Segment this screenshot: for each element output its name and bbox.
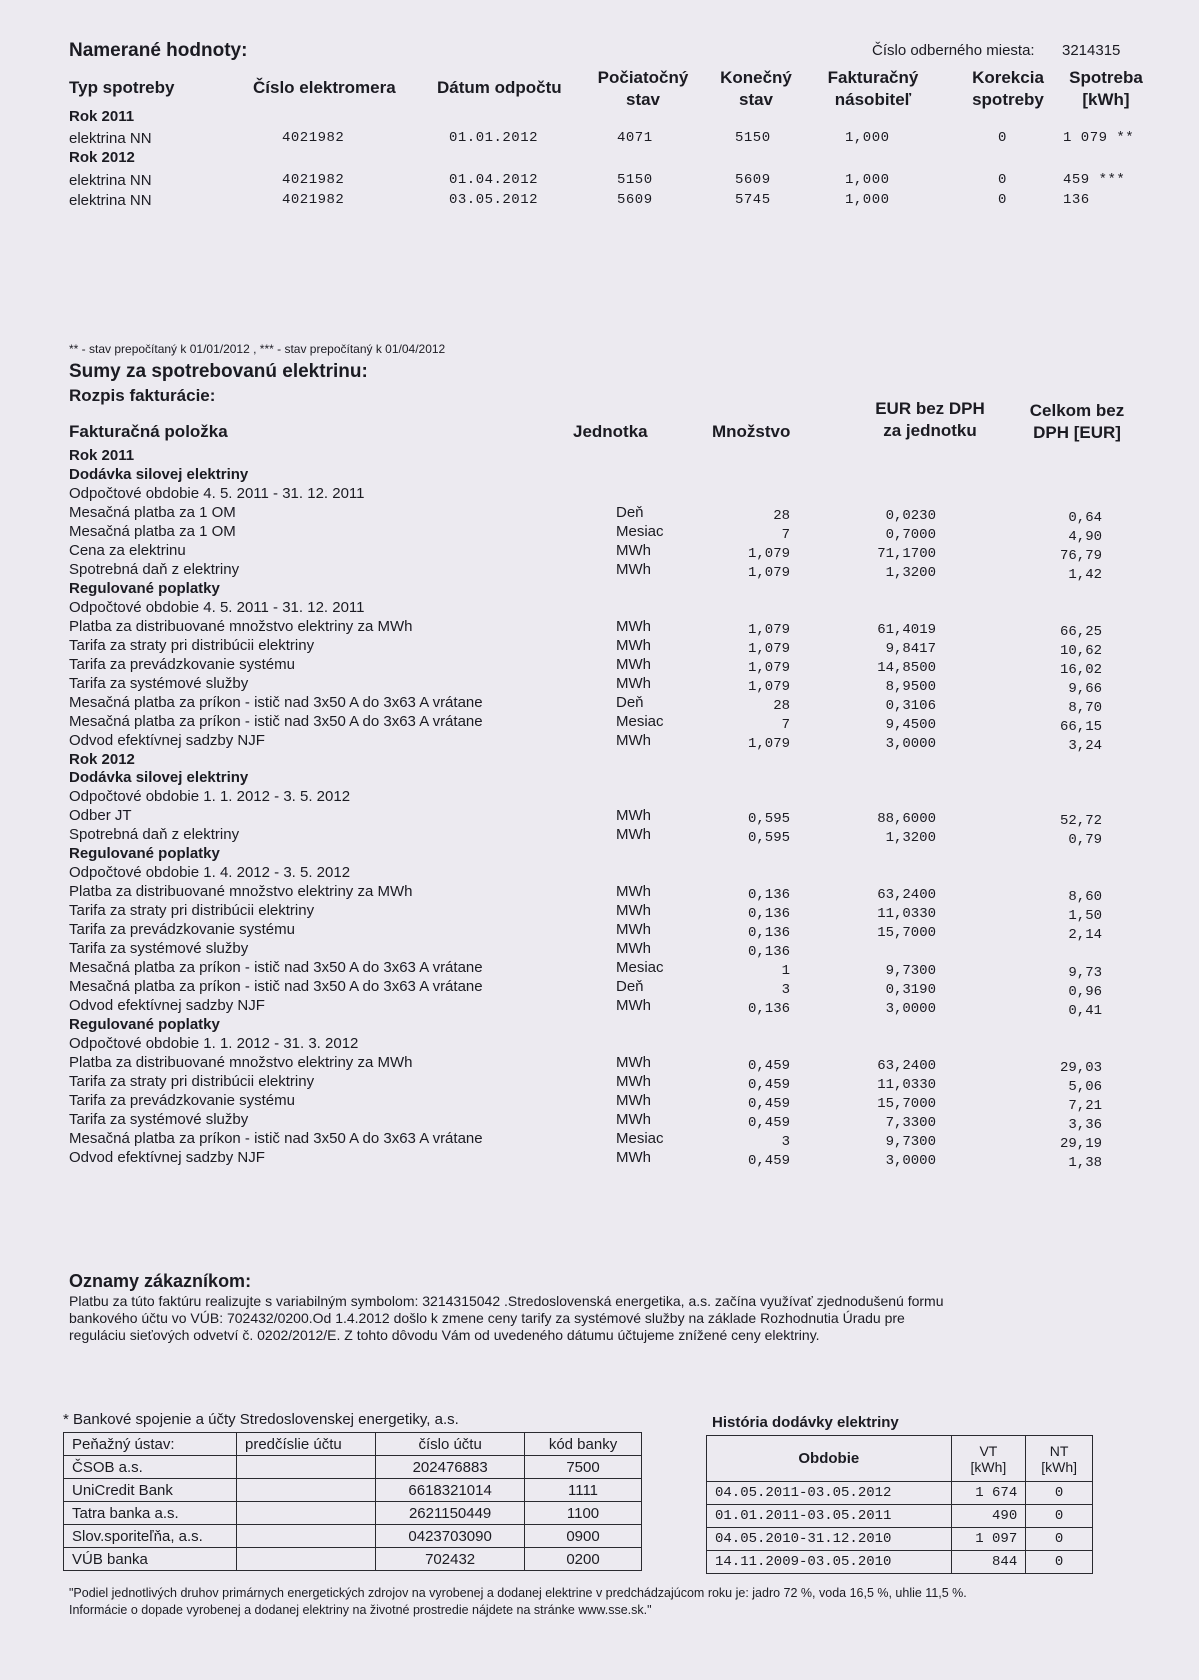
item-unit: Mesiac [616, 713, 664, 730]
period-label: Odpočtové obdobie 4. 5. 2011 - 31. 12. 2011 [69, 485, 365, 502]
item-total: 52,72 [1059, 813, 1102, 829]
reading-date: 01.01.2012 [449, 130, 539, 146]
notice-title: Oznamy zákazníkom: [69, 1271, 252, 1291]
item-unit: MWh [616, 807, 651, 824]
billing-item-row [0, 618, 1199, 640]
col-end-header: Konečný stav [720, 68, 792, 109]
col-total-header: Celkom bez DPH [EUR] [1029, 401, 1125, 442]
billing-item-row [0, 1130, 1199, 1152]
billing-section-heading [0, 447, 1199, 466]
item-quantity: 1,079 [747, 736, 790, 752]
item-unit-price: 88,6000 [877, 811, 936, 827]
billing-period-row [0, 485, 1199, 504]
item-name: Mesačná platba za príkon - istič nad 3x50 A do 3x63 A vrátane [69, 1130, 483, 1147]
item-name: Mesačná platba za príkon - istič nad 3x50 A do 3x63 A vrátane [69, 713, 483, 730]
item-unit-price: 0,3106 [885, 698, 936, 714]
item-total: 0,79 [1068, 832, 1102, 848]
item-unit: MWh [616, 1092, 651, 1109]
item-name: Odvod efektívnej sadzby NJF [69, 732, 265, 749]
bank-cell [236, 1456, 375, 1479]
history-cell: 844 [951, 1551, 1026, 1574]
item-total: 1,38 [1068, 1155, 1102, 1171]
billing-item-row [0, 940, 1199, 959]
meter-reading-row [0, 172, 1199, 191]
item-unit: MWh [616, 921, 651, 938]
item-total: 8,70 [1068, 700, 1102, 716]
item-quantity: 1,079 [747, 565, 790, 581]
item-quantity: 1,079 [747, 546, 790, 562]
billing-item-row [0, 959, 1199, 981]
history-cell: 0 [1026, 1551, 1093, 1574]
reading-meter: 4021982 [282, 192, 345, 208]
item-quantity: 28 [773, 698, 790, 714]
item-unit-price: 1,3200 [885, 565, 936, 581]
item-quantity: 1,079 [747, 679, 790, 695]
item-unit: MWh [616, 1054, 651, 1071]
item-total: 29,19 [1059, 1136, 1102, 1152]
col-meter-header: Číslo elektromera [253, 78, 396, 97]
item-total: 7,21 [1068, 1098, 1102, 1114]
item-quantity: 3 [781, 982, 790, 998]
item-unit-price: 3,0000 [885, 1153, 936, 1169]
history-cell: 04.05.2011-03.05.2012 [707, 1482, 952, 1505]
col-unit-header: Jednotka [573, 422, 648, 441]
item-name: Tarifa za systémové služby [69, 940, 249, 957]
billing-item-row [0, 1149, 1199, 1171]
sums-title: Sumy za spotrebovanú elektrinu: [69, 361, 368, 382]
bank-row [64, 1456, 642, 1479]
history-table [706, 1435, 1093, 1574]
item-quantity: 0,459 [747, 1058, 790, 1074]
col-type-header: Typ spotreby [69, 78, 175, 97]
item-unit-price: 63,2400 [877, 1058, 936, 1074]
item-unit-price: 0,0230 [885, 508, 936, 524]
item-unit-price: 71,1700 [877, 546, 936, 562]
item-unit: Mesiac [616, 959, 664, 976]
item-unit: MWh [616, 826, 651, 843]
bank-cell: VÚB banka [64, 1548, 237, 1571]
history-title: História dodávky elektriny [712, 1414, 899, 1431]
reading-mult: 1,000 [845, 172, 890, 188]
bank-row [64, 1502, 642, 1525]
item-name: Tarifa za straty pri distribúcii elektriny [69, 637, 315, 654]
billing-period-row [0, 1035, 1199, 1054]
item-quantity: 0,459 [747, 1115, 790, 1131]
item-unit: MWh [616, 542, 651, 559]
reading-corr: 0 [998, 172, 1007, 188]
col-qty-header: Množstvo [712, 422, 791, 441]
history-period-header: Obdobie [707, 1436, 952, 1482]
item-total: 66,15 [1059, 719, 1102, 735]
sources-note: "Podiel jednotlivých druhov primárnych energetických zdrojov na vyrobenej a dodanej elektrine v predchádzajúcom roku je: jadro 72 %, voda 16,5 %, uhlie 11,5 %. Informácie o dopade vyrobenej a dodanej elektriny na životné prostredie nájdete na stránke www.sse.sk." [69, 1586, 967, 1617]
col-mult-header: Fakturačný násobiteľ [827, 68, 919, 109]
item-quantity: 3 [781, 1134, 790, 1150]
item-unit-price: 9,7300 [885, 963, 936, 979]
billing-item-row [0, 694, 1199, 716]
item-quantity: 0,136 [747, 906, 790, 922]
reading-start: 5609 [617, 192, 653, 208]
history-cell: 490 [951, 1505, 1026, 1528]
item-total: 4,90 [1068, 529, 1102, 545]
item-quantity: 0,136 [747, 887, 790, 903]
item-quantity: 0,595 [747, 830, 790, 846]
history-cell: 1 097 [951, 1528, 1026, 1551]
col-price-header: EUR bez DPH za jednotku [875, 399, 985, 440]
bank-cell: Tatra banka a.s. [64, 1502, 237, 1525]
place-value: 3214315 [1062, 42, 1121, 59]
item-unit: Mesiac [616, 1130, 664, 1147]
item-total: 0,96 [1068, 984, 1102, 1000]
item-unit: MWh [616, 1149, 651, 1166]
billing-section-heading [0, 769, 1199, 788]
history-cell: 01.01.2011-03.05.2011 [707, 1505, 952, 1528]
item-name: Mesačná platba za príkon - istič nad 3x50 A do 3x63 A vrátane [69, 959, 483, 976]
bank-cell: 702432 [376, 1548, 525, 1571]
bank-cell [236, 1548, 375, 1571]
reading-cons: 1 079 ** [1063, 130, 1135, 146]
bank-row [64, 1548, 642, 1571]
col-cons-header: Spotreba [kWh] [1069, 68, 1143, 109]
billing-item-row [0, 675, 1199, 697]
bank-cell: 2621150449 [376, 1502, 525, 1525]
bank-col-header: číslo účtu [376, 1433, 525, 1456]
item-unit: Deň [616, 694, 644, 711]
item-unit: MWh [616, 675, 651, 692]
reading-corr: 0 [998, 130, 1007, 146]
item-quantity: 0,595 [747, 811, 790, 827]
reading-corr: 0 [998, 192, 1007, 208]
history-row [707, 1551, 1093, 1574]
item-quantity: 1,079 [747, 622, 790, 638]
item-name: Mesačná platba za 1 OM [69, 504, 236, 521]
history-cell: 14.11.2009-03.05.2010 [707, 1551, 952, 1574]
reading-mult: 1,000 [845, 192, 890, 208]
item-unit-price: 63,2400 [877, 887, 936, 903]
history-nt-header: NT [kWh] [1026, 1436, 1093, 1482]
item-unit: MWh [616, 561, 651, 578]
section-label: Regulované poplatky [69, 1016, 220, 1033]
billing-period-row [0, 788, 1199, 807]
bank-cell: UniCredit Bank [64, 1479, 237, 1502]
col-corr-header: Korekcia spotreby [972, 68, 1044, 109]
reading-meter: 4021982 [282, 130, 345, 146]
item-quantity: 7 [781, 527, 790, 543]
history-vt-header: VT [kWh] [951, 1436, 1026, 1482]
col-item-header: Fakturačná položka [69, 422, 228, 441]
item-name: Odvod efektívnej sadzby NJF [69, 997, 265, 1014]
item-unit: Deň [616, 978, 644, 995]
billing-item-row [0, 732, 1199, 754]
item-quantity: 1,079 [747, 660, 790, 676]
item-total: 5,06 [1068, 1079, 1102, 1095]
history-cell: 0 [1026, 1528, 1093, 1551]
item-unit-price: 8,9500 [885, 679, 936, 695]
reading-type: elektrina NN [69, 192, 152, 209]
bank-cell: 0200 [525, 1548, 642, 1571]
measured-footnote: ** - stav prepočítaný k 01/01/2012 , *** - stav prepočítaný k 01/04/2012 [69, 342, 446, 356]
item-quantity: 0,136 [747, 925, 790, 941]
billing-item-row [0, 1092, 1199, 1114]
billing-period-row [0, 864, 1199, 883]
item-unit-price: 7,3300 [885, 1115, 936, 1131]
bank-col-header: predčíslie účtu [236, 1433, 375, 1456]
item-unit: MWh [616, 732, 651, 749]
billing-section-heading [0, 580, 1199, 599]
bank-col-header: kód banky [525, 1433, 642, 1456]
item-name: Tarifa za prevádzkovanie systému [69, 921, 295, 938]
section-label: Rok 2012 [69, 751, 135, 768]
billing-item-row [0, 826, 1199, 848]
item-total: 9,66 [1068, 681, 1102, 697]
col-start-header: Počiatočný stav [597, 68, 689, 109]
item-name: Mesačná platba za príkon - istič nad 3x50 A do 3x63 A vrátane [69, 694, 483, 711]
item-name: Tarifa za prevádzkovanie systému [69, 656, 295, 673]
section-label: Dodávka silovej elektriny [69, 769, 249, 786]
billing-item-row [0, 542, 1199, 564]
item-unit: MWh [616, 618, 651, 635]
item-unit-price: 9,7300 [885, 1134, 936, 1150]
item-unit: MWh [616, 656, 651, 673]
measured-year-2011: Rok 2011 [69, 108, 135, 125]
item-name: Mesačná platba za príkon - istič nad 3x50 A do 3x63 A vrátane [69, 978, 483, 995]
item-quantity: 1 [781, 963, 790, 979]
item-name: Mesačná platba za 1 OM [69, 523, 236, 540]
item-total: 66,25 [1059, 624, 1102, 640]
billing-section-heading [0, 751, 1199, 770]
reading-end: 5609 [735, 172, 771, 188]
item-name: Platba za distribuované množstvo elektriny za MWh [69, 1054, 413, 1071]
item-unit: MWh [616, 883, 651, 900]
billing-item-row [0, 523, 1199, 545]
notice-text: Platbu za túto faktúru realizujte s variabilným symbolom: 3214315042 .Stredoslovenská energetika, a.s. začína využívať zjednodušenú formu bankového účtu vo VÚB: 702432/0200.Od 1.4.2012 došlo k zmene ceny tarify za systémové služby na základe Rozhodnutia Úradu pre reguláciu sieťových odvetví č. 0202/2012/E. Z tohto dôvodu Vám od uvedeného dátumu účtujeme znížené ceny elektriny. [69, 1293, 944, 1343]
item-name: Tarifa za straty pri distribúcii elektriny [69, 902, 315, 919]
item-unit-price: 9,4500 [885, 717, 936, 733]
item-quantity: 7 [781, 717, 790, 733]
item-name: Cena za elektrinu [69, 542, 186, 559]
bank-cell [236, 1479, 375, 1502]
item-name: Odvod efektívnej sadzby NJF [69, 1149, 265, 1166]
bank-row [64, 1525, 642, 1548]
section-label: Regulované poplatky [69, 845, 220, 862]
item-total: 16,02 [1059, 662, 1102, 678]
item-unit: MWh [616, 1073, 651, 1090]
item-total: 10,62 [1059, 643, 1102, 659]
item-unit-price: 61,4019 [877, 622, 936, 638]
bank-title: * Bankové spojenie a účty Stredoslovenskej energetiky, a.s. [63, 1411, 459, 1428]
item-total: 3,36 [1068, 1117, 1102, 1133]
item-unit-price: 3,0000 [885, 1001, 936, 1017]
item-quantity: 0,136 [747, 944, 790, 960]
billing-item-row [0, 713, 1199, 735]
reading-meter: 4021982 [282, 172, 345, 188]
item-unit: MWh [616, 997, 651, 1014]
period-label: Odpočtové obdobie 1. 4. 2012 - 3. 5. 2012 [69, 864, 351, 881]
item-unit-price: 15,7000 [877, 925, 936, 941]
item-unit-price: 1,3200 [885, 830, 936, 846]
bank-cell: 1100 [525, 1502, 642, 1525]
bank-cell: Slov.sporiteľňa, a.s. [64, 1525, 237, 1548]
bank-row [64, 1479, 642, 1502]
billing-item-row [0, 504, 1199, 526]
item-total: 29,03 [1059, 1060, 1102, 1076]
item-unit-price: 0,3190 [885, 982, 936, 998]
item-unit-price: 9,8417 [885, 641, 936, 657]
reading-start: 5150 [617, 172, 653, 188]
bank-cell: ČSOB a.s. [64, 1456, 237, 1479]
billing-item-row [0, 978, 1199, 1000]
period-label: Odpočtové obdobie 4. 5. 2011 - 31. 12. 2011 [69, 599, 365, 616]
bank-cell: 0423703090 [376, 1525, 525, 1548]
item-name: Tarifa za systémové služby [69, 675, 249, 692]
item-unit: MWh [616, 940, 651, 957]
reading-mult: 1,000 [845, 130, 890, 146]
item-quantity: 0,459 [747, 1096, 790, 1112]
item-total: 0,64 [1068, 510, 1102, 526]
col-date-header: Dátum odpočtu [437, 78, 562, 97]
billing-period-row [0, 599, 1199, 618]
billing-section-heading [0, 466, 1199, 485]
item-name: Tarifa za prevádzkovanie systému [69, 1092, 295, 1109]
section-label: Dodávka silovej elektriny [69, 466, 249, 483]
item-total: 9,73 [1068, 965, 1102, 981]
item-unit-price: 0,7000 [885, 527, 936, 543]
measured-title: Namerané hodnoty: [69, 40, 248, 61]
history-row [707, 1482, 1093, 1505]
reading-start: 4071 [617, 130, 653, 146]
item-total: 1,42 [1068, 567, 1102, 583]
bank-cell: 7500 [525, 1456, 642, 1479]
item-name: Platba za distribuované množstvo elektriny za MWh [69, 618, 413, 635]
bank-cell: 0900 [525, 1525, 642, 1548]
bank-table [63, 1432, 642, 1571]
billing-item-row [0, 561, 1199, 583]
bank-cell [236, 1525, 375, 1548]
reading-end: 5150 [735, 130, 771, 146]
section-label: Regulované poplatky [69, 580, 220, 597]
billing-section-heading [0, 845, 1199, 864]
billing-item-row [0, 902, 1199, 924]
item-total: 3,24 [1068, 738, 1102, 754]
item-unit-price: 11,0330 [877, 1077, 936, 1093]
item-unit: MWh [616, 902, 651, 919]
meter-reading-row [0, 130, 1199, 149]
billing-item-row [0, 656, 1199, 678]
item-total: 76,79 [1059, 548, 1102, 564]
history-cell: 1 674 [951, 1482, 1026, 1505]
history-cell: 04.05.2010-31.12.2010 [707, 1528, 952, 1551]
item-unit-price: 3,0000 [885, 736, 936, 752]
item-unit: MWh [616, 1111, 651, 1128]
item-name: Tarifa za systémové služby [69, 1111, 249, 1128]
item-total: 8,60 [1068, 889, 1102, 905]
billing-item-row [0, 807, 1199, 829]
item-unit-price: 14,8500 [877, 660, 936, 676]
billing-item-row [0, 637, 1199, 659]
item-unit: Mesiac [616, 523, 664, 540]
item-unit: MWh [616, 637, 651, 654]
billing-item-row [0, 1054, 1199, 1076]
item-unit-price: 11,0330 [877, 906, 936, 922]
bank-col-header: Peňažný ústav: [64, 1433, 237, 1456]
item-name: Spotrebná daň z elektriny [69, 826, 240, 843]
history-row [707, 1528, 1093, 1551]
reading-type: elektrina NN [69, 130, 152, 147]
billing-item-row [0, 883, 1199, 905]
bank-cell: 6618321014 [376, 1479, 525, 1502]
item-name: Tarifa za straty pri distribúcii elektriny [69, 1073, 315, 1090]
reading-date: 01.04.2012 [449, 172, 539, 188]
item-quantity: 1,079 [747, 641, 790, 657]
bank-cell [236, 1502, 375, 1525]
item-quantity: 28 [773, 508, 790, 524]
item-total: 1,50 [1068, 908, 1102, 924]
period-label: Odpočtové obdobie 1. 1. 2012 - 31. 3. 2012 [69, 1035, 359, 1052]
meter-reading-row [0, 192, 1199, 211]
place-label: Číslo odberného miesta: [872, 42, 1035, 59]
history-row [707, 1505, 1093, 1528]
period-label: Odpočtové obdobie 1. 1. 2012 - 3. 5. 2012 [69, 788, 351, 805]
reading-end: 5745 [735, 192, 771, 208]
item-quantity: 0,136 [747, 1001, 790, 1017]
history-cell: 0 [1026, 1482, 1093, 1505]
sums-subtitle: Rozpis fakturácie: [69, 386, 216, 405]
section-label: Rok 2011 [69, 447, 135, 464]
item-total: 2,14 [1068, 927, 1102, 943]
reading-cons: 136 [1063, 192, 1090, 208]
reading-type: elektrina NN [69, 172, 152, 189]
item-name: Odber JT [69, 807, 132, 824]
billing-item-row [0, 1111, 1199, 1133]
item-quantity: 0,459 [747, 1153, 790, 1169]
item-unit-price: 15,7000 [877, 1096, 936, 1112]
reading-cons: 459 *** [1063, 172, 1126, 188]
billing-section-heading [0, 1016, 1199, 1035]
reading-date: 03.05.2012 [449, 192, 539, 208]
item-unit: Deň [616, 504, 644, 521]
billing-item-row [0, 997, 1199, 1019]
item-name: Platba za distribuované množstvo elektriny za MWh [69, 883, 413, 900]
item-name: Spotrebná daň z elektriny [69, 561, 240, 578]
item-total: 0,41 [1068, 1003, 1102, 1019]
bank-cell: 1111 [525, 1479, 642, 1502]
billing-item-row [0, 921, 1199, 943]
history-cell: 0 [1026, 1505, 1093, 1528]
bank-cell: 202476883 [376, 1456, 525, 1479]
measured-year-2012: Rok 2012 [69, 149, 135, 166]
billing-item-row [0, 1073, 1199, 1095]
item-quantity: 0,459 [747, 1077, 790, 1093]
